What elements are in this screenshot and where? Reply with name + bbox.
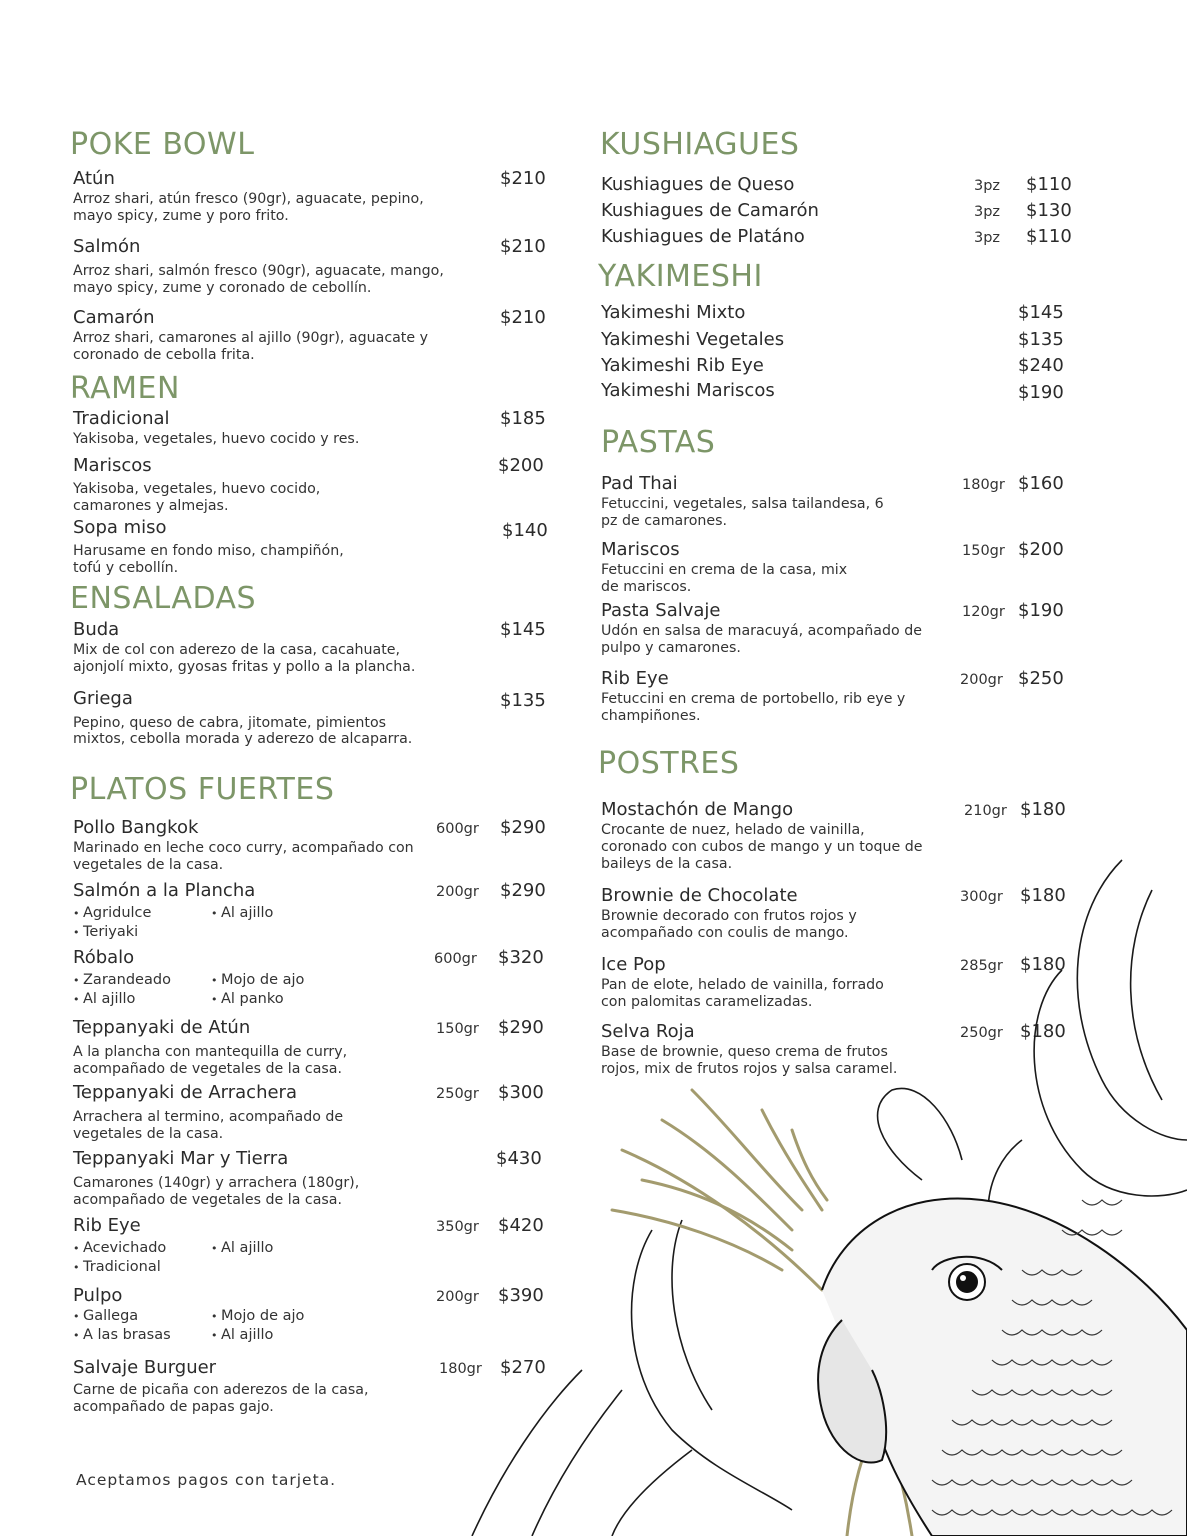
item-name: Pad Thai — [601, 473, 678, 494]
item-price: $140 — [502, 520, 548, 541]
item-description: Arroz shari, salmón fresco (90gr), aguacate, mango, mayo spicy, zume y coronado de cebollín. — [73, 263, 444, 296]
item-price: $290 — [498, 1017, 544, 1038]
item-description: Camarones (140gr) y arrachera (180gr), acompañado de vegetales de la casa. — [73, 1175, 360, 1208]
menu-item — [598, 200, 1072, 222]
item-description: A la plancha con mantequilla de curry, acompañado de vegetales de la casa. — [73, 1044, 348, 1077]
item-description: Arroz shari, atún fresco (90gr), aguacate, pepino, mayo spicy, zume y poro frito. — [73, 191, 424, 224]
item-description: Brownie decorado con frutos rojos y acompañado con coulis de mango. — [601, 908, 857, 941]
item-name: Buda — [73, 619, 120, 640]
item-price: $130 — [1026, 200, 1072, 221]
item-quantity: 350gr — [436, 1219, 479, 1235]
leaf-outline — [632, 1230, 792, 1510]
item-option: • Acevichado — [73, 1239, 211, 1258]
item-price: $210 — [500, 168, 546, 189]
item-price: $210 — [500, 236, 546, 257]
menu-item — [598, 380, 1068, 402]
item-name: Salmón a la Plancha — [73, 880, 256, 901]
menu-item — [598, 539, 1068, 596]
item-name: Tradicional — [73, 408, 170, 429]
item-name: Yakimeshi Vegetales — [601, 329, 785, 350]
menu-item — [598, 473, 1068, 530]
menu-item — [598, 600, 1068, 657]
menu-item — [70, 455, 550, 515]
item-price: $180 — [1020, 954, 1066, 975]
item-name: Teppanyaki Mar y Tierra — [73, 1148, 289, 1169]
item-name: Mariscos — [73, 455, 152, 476]
item-price: $180 — [1020, 1021, 1066, 1042]
section-platos-fuertes — [70, 772, 550, 1415]
item-quantity: 600gr — [436, 821, 479, 837]
item-name: Mariscos — [601, 539, 680, 560]
item-name: Ice Pop — [601, 954, 666, 975]
item-price: $160 — [1018, 473, 1064, 494]
item-description: Udón en salsa de maracuyá, acompañado de pulpo y camarones. — [601, 623, 922, 656]
section-postres — [598, 746, 1068, 1077]
item-name: Róbalo — [73, 947, 135, 968]
section-title-platos-fuertes: PLATOS FUERTES — [70, 772, 335, 807]
item-price: $145 — [500, 619, 546, 640]
item-description: Base de brownie, queso crema de frutos rojos, mix de frutos rojos y salsa caramel. — [601, 1044, 898, 1077]
item-option: • Mojo de ajo — [211, 1307, 351, 1326]
item-name: Pollo Bangkok — [73, 817, 199, 838]
item-option: • Gallega — [73, 1307, 211, 1326]
item-description: Carne de picaña con aderezos de la casa, acompañado de papas gajo. — [73, 1382, 369, 1415]
item-name: Pasta Salvaje — [601, 600, 721, 621]
section-pastas — [598, 425, 1068, 724]
menu-item — [70, 307, 550, 364]
item-name: Kushiagues de Queso — [601, 174, 795, 195]
palm-frond — [662, 1120, 792, 1230]
item-option: • A las brasas — [73, 1326, 211, 1345]
item-price: $180 — [1020, 885, 1066, 906]
item-description: Marinado en leche coco curry, acompañado con vegetales de la casa. — [73, 840, 414, 873]
item-price: $300 — [498, 1082, 544, 1103]
menu-item — [598, 302, 1068, 324]
item-quantity: 3pz — [974, 204, 1001, 220]
item-price: $210 — [500, 307, 546, 328]
section-kushiagues — [598, 127, 1072, 247]
item-quantity: 200gr — [436, 1289, 479, 1305]
menu-item — [598, 226, 1072, 248]
item-price: $190 — [1018, 600, 1064, 621]
item-price: $270 — [500, 1357, 546, 1378]
item-price: $145 — [1018, 302, 1064, 323]
palm-frond — [622, 1150, 822, 1290]
item-name: Yakimeshi Mariscos — [601, 380, 775, 401]
section-title-poke-bowl: POKE BOWL — [70, 127, 255, 162]
item-quantity: 3pz — [974, 178, 1001, 194]
item-description: Arroz shari, camarones al ajillo (90gr), aguacate y coronado de cebolla frita. — [73, 330, 429, 363]
item-quantity: 150gr — [436, 1021, 479, 1037]
item-price: $110 — [1026, 174, 1072, 195]
palm-frond — [692, 1090, 802, 1210]
item-name: Rib Eye — [601, 668, 669, 689]
item-option: • Mojo de ajo — [211, 971, 351, 990]
item-name: Salvaje Burguer — [73, 1357, 217, 1378]
leaf-outline — [878, 1088, 962, 1180]
item-name: Mostachón de Mango — [601, 799, 794, 820]
item-description: Pan de elote, helado de vainilla, forrado con palomitas caramelizadas. — [601, 977, 884, 1010]
item-option: • Zarandeado — [73, 971, 211, 990]
item-option: • Al panko — [211, 990, 351, 1009]
menu-item — [598, 174, 1072, 196]
leaf-outline — [612, 1450, 692, 1536]
item-price: $290 — [500, 880, 546, 901]
section-title-yakimeshi: YAKIMESHI — [598, 259, 763, 294]
section-title-ensaladas: ENSALADAS — [70, 581, 257, 616]
item-option: • Teriyaki — [73, 923, 211, 942]
item-name: Griega — [73, 688, 133, 709]
palm-frond — [762, 1110, 822, 1210]
item-quantity: 180gr — [962, 477, 1005, 493]
leaf-outline — [1131, 890, 1162, 1100]
item-quantity: 120gr — [962, 604, 1005, 620]
item-price: $200 — [498, 455, 544, 476]
section-ensaladas — [70, 581, 550, 747]
item-name: Brownie de Chocolate — [601, 885, 798, 906]
item-description: Yakisoba, vegetales, huevo cocido y res. — [73, 431, 360, 447]
item-option: • Al ajillo — [211, 904, 351, 923]
item-quantity: 250gr — [960, 1025, 1003, 1041]
item-name: Rib Eye — [73, 1215, 141, 1236]
item-description: Harusame en fondo miso, champiñón, tofú y cebollín. — [73, 543, 344, 576]
leaf-outline — [472, 1370, 582, 1536]
item-description: Mix de col con aderezo de la casa, cacahuate, ajonjolí mixto, gyosas fritas y pollo a la plancha. — [73, 642, 416, 675]
item-name: Kushiagues de Camarón — [601, 200, 819, 221]
item-name: Selva Roja — [601, 1021, 695, 1042]
item-price: $390 — [498, 1285, 544, 1306]
parrot-illustration — [462, 850, 1187, 1536]
item-quantity: 285gr — [960, 958, 1003, 974]
item-quantity: 150gr — [962, 543, 1005, 559]
section-title-ramen: RAMEN — [70, 371, 180, 406]
item-price: $200 — [1018, 539, 1064, 560]
item-quantity: 600gr — [434, 951, 477, 967]
item-name: Yakimeshi Rib Eye — [601, 355, 764, 376]
item-description: Fetuccini en crema de la casa, mix de mariscos. — [601, 562, 848, 595]
item-price: $240 — [1018, 355, 1064, 376]
leaf-outline — [672, 1220, 712, 1410]
item-quantity: 3pz — [974, 230, 1001, 246]
item-option: • Tradicional — [73, 1258, 211, 1277]
item-quantity: 200gr — [436, 884, 479, 900]
item-price: $190 — [1018, 382, 1064, 403]
item-quantity: 180gr — [439, 1361, 482, 1377]
section-ramen — [70, 371, 550, 576]
palm-frond — [612, 1210, 782, 1270]
item-option: • Al ajillo — [73, 990, 211, 1009]
item-description: Pepino, queso de cabra, jitomate, pimientos mixtos, cebolla morada y aderezo de alcaparra. — [73, 715, 413, 747]
item-price: $290 — [500, 817, 546, 838]
item-quantity: 200gr — [960, 672, 1003, 688]
item-price: $110 — [1026, 226, 1072, 247]
section-poke-bowl — [70, 127, 550, 363]
footer-note: Aceptamos pagos con tarjeta. — [76, 1471, 337, 1489]
item-name: Pulpo — [73, 1285, 123, 1306]
item-name: Teppanyaki de Atún — [73, 1017, 251, 1038]
item-price: $135 — [1018, 329, 1064, 350]
item-price: $320 — [498, 947, 544, 968]
menu-item — [70, 236, 550, 297]
item-price: $180 — [1020, 799, 1066, 820]
section-yakimeshi — [598, 259, 1068, 403]
item-price: $430 — [496, 1148, 542, 1169]
item-name: Yakimeshi Mixto — [601, 302, 746, 323]
section-title-kushiagues: KUSHIAGUES — [600, 127, 800, 162]
item-option: • Agridulce — [73, 904, 211, 923]
item-quantity: 300gr — [960, 889, 1003, 905]
section-title-pastas: PASTAS — [601, 425, 716, 460]
item-description: Crocante de nuez, helado de vainilla, coronado con cubos de mango y un toque de baileys de la casa. — [601, 822, 923, 872]
item-description: Fetuccini en crema de portobello, rib eye y champiñones. — [601, 691, 906, 724]
item-name: Sopa miso — [73, 517, 167, 538]
item-price: $185 — [500, 408, 546, 429]
item-option: • Al ajillo — [211, 1239, 351, 1258]
menu-item — [598, 355, 1068, 377]
item-name: Atún — [73, 168, 115, 189]
item-description: Yakisoba, vegetales, huevo cocido, camarones y almejas. — [73, 481, 321, 514]
menu-item — [598, 329, 1068, 351]
item-description: Arrachera al termino, acompañado de vegetales de la casa. — [73, 1109, 344, 1142]
leaf-outline — [1034, 970, 1187, 1196]
item-quantity: 210gr — [964, 803, 1007, 819]
item-name: Kushiagues de Platáno — [601, 226, 805, 247]
section-title-postres: POSTRES — [598, 746, 740, 781]
leaf-outline — [1077, 860, 1187, 1140]
menu-item — [70, 168, 550, 225]
item-name: Salmón — [73, 236, 141, 257]
item-name: Teppanyaki de Arrachera — [73, 1082, 297, 1103]
menu-item — [598, 668, 1068, 725]
item-price: $250 — [1018, 668, 1064, 689]
item-name: Camarón — [73, 307, 155, 328]
item-quantity: 250gr — [436, 1086, 479, 1102]
menu-item — [70, 517, 550, 577]
menu-item — [70, 688, 550, 747]
menu-item — [70, 408, 550, 448]
item-description: Fetuccini, vegetales, salsa tailandesa, 6 pz de camarones. — [601, 496, 884, 529]
item-price: $420 — [498, 1215, 544, 1236]
menu-item — [70, 619, 550, 676]
item-price: $135 — [500, 690, 546, 711]
item-option: • Al ajillo — [211, 1326, 351, 1345]
